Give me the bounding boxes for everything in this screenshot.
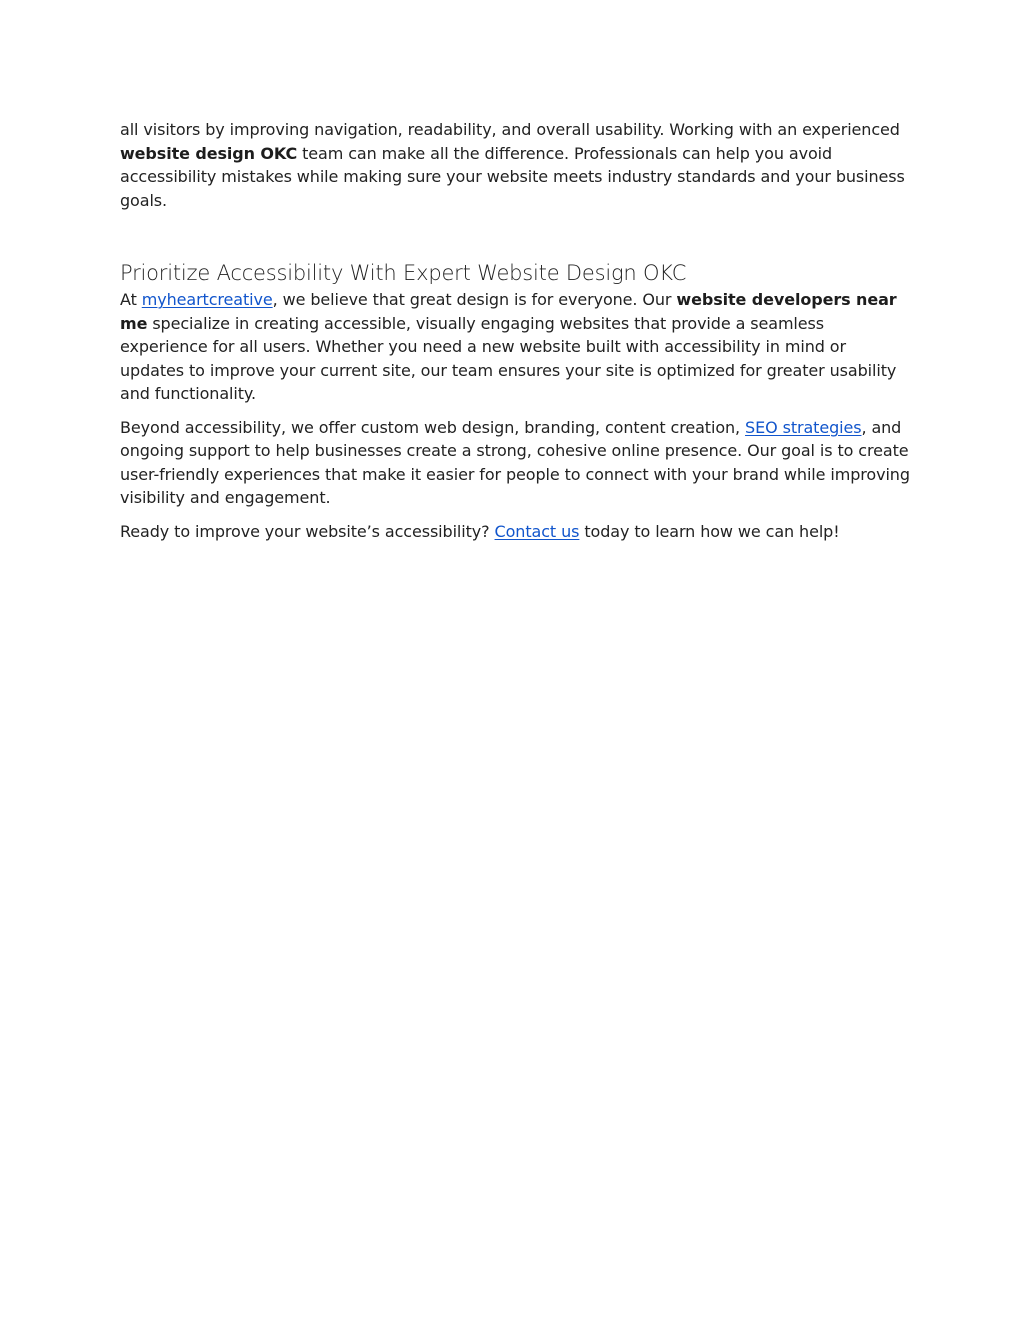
cta-paragraph [120,520,910,544]
cta-text-2: today to learn how we can help! [579,521,840,541]
about-text-3: specialize in creating accessible, visually engaging websites that provide a seamless experience for all users. Whether you need a new website built with accessibility in mind or updates to improve your current site, our team ensures your site is optimized for greater usability and functionality. [120,313,897,403]
intro-paragraph [120,118,910,212]
intro-bold-keyword: website design OKC [120,143,298,163]
services-text-2: , and ongoing support to help businesses create a strong, cohesive online presence. Our goal is to create user-friendly experiences that make it easier for people to connect with your brand while improving visibility and engagement. [120,417,910,507]
myheartcreative-link[interactable]: myheartcreative [141,290,273,309]
document-page [120,118,910,543]
seo-strategies-link[interactable]: SEO strategies [745,417,862,437]
intro-text-2: team can make all the difference. Professionals can help you avoid accessibility mistakes while making sure your website meets industry standards and your business goals. [120,143,905,210]
about-bold-keyword: website developers near me [120,290,897,333]
contact-us-link[interactable]: Contact us [494,521,580,541]
services-paragraph [120,416,910,510]
cta-text-1: Ready to improve your website’s accessibility? [120,521,495,541]
services-text-1: Beyond accessibility, we offer custom web design, branding, content creation, [120,417,746,437]
intro-text-1: all visitors by improving navigation, readability, and overall usability. Working with an experienced [120,120,900,139]
about-text-1: At [120,290,142,309]
section-heading: Prioritize Accessibility With Expert Website Design OKC [120,261,687,285]
about-text-2: , we believe that great design is for everyone. Our [272,290,677,309]
about-paragraph [120,288,910,406]
